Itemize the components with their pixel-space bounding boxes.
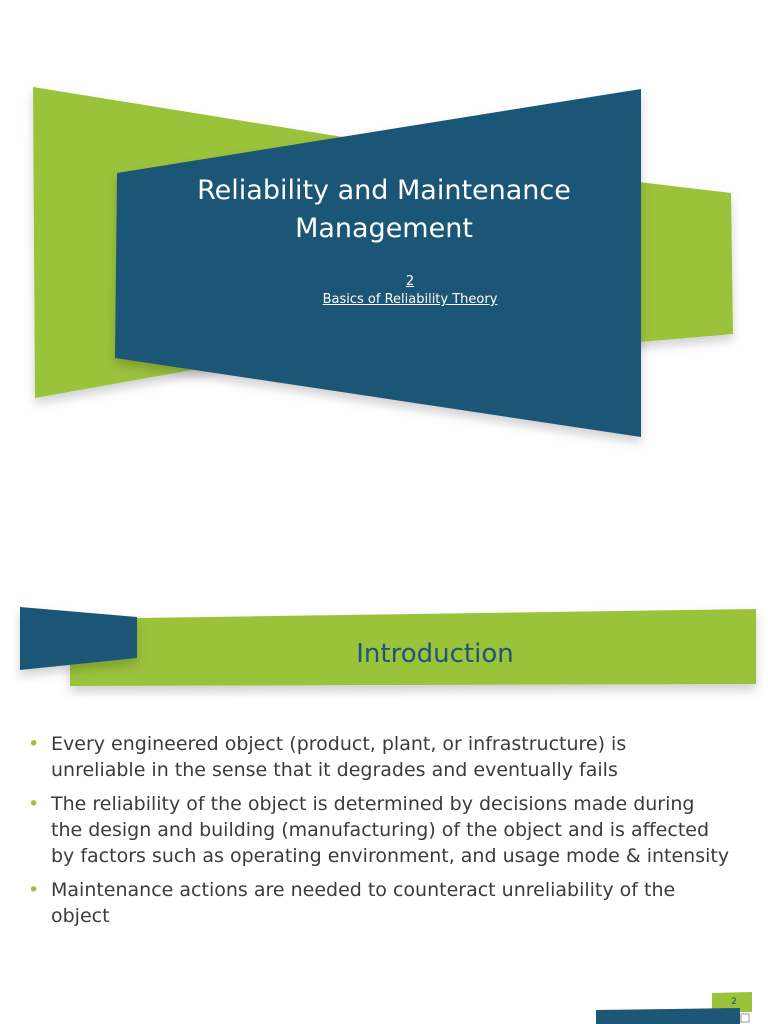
bullet-list — [28, 731, 748, 937]
title-line-2: Management — [295, 213, 473, 244]
bullet-line: Maintenance actions are needed to counteract unreliability of the — [51, 879, 676, 901]
bullet-dot-icon: • — [28, 879, 40, 901]
title-line-1: Reliability and Maintenance — [197, 175, 571, 206]
bullet-item — [28, 877, 748, 929]
subtitle-text-link[interactable]: Basics of Reliability Theory — [322, 292, 498, 307]
bullet-dot-icon: • — [28, 793, 40, 815]
bullet-line: by factors such as operating environment, and usage mode & intensity — [51, 845, 730, 867]
bullet-line: Every engineered object (product, plant, or infrastructure) is — [51, 733, 627, 755]
bullet-line: unreliable in the sense that it degrades and eventually fails — [51, 759, 618, 781]
bullet-line: The reliability of the object is determined by decisions made during — [51, 793, 695, 815]
footer-small-box — [741, 1014, 749, 1022]
bullet-dot-icon: • — [28, 733, 40, 755]
presentation-title — [150, 172, 618, 248]
bullet-item — [28, 731, 748, 783]
footer-navy-bar — [596, 1008, 740, 1024]
subtitle-number-link[interactable]: 2 — [405, 274, 415, 289]
bullet-item — [28, 791, 748, 869]
presentation-subtitle — [250, 273, 570, 309]
intro-title: Introduction — [356, 639, 514, 669]
page-number: 2 — [731, 997, 737, 1007]
bullet-line: the design and building (manufacturing) of the object and is affected — [51, 819, 710, 841]
bullet-line: object — [51, 905, 110, 927]
